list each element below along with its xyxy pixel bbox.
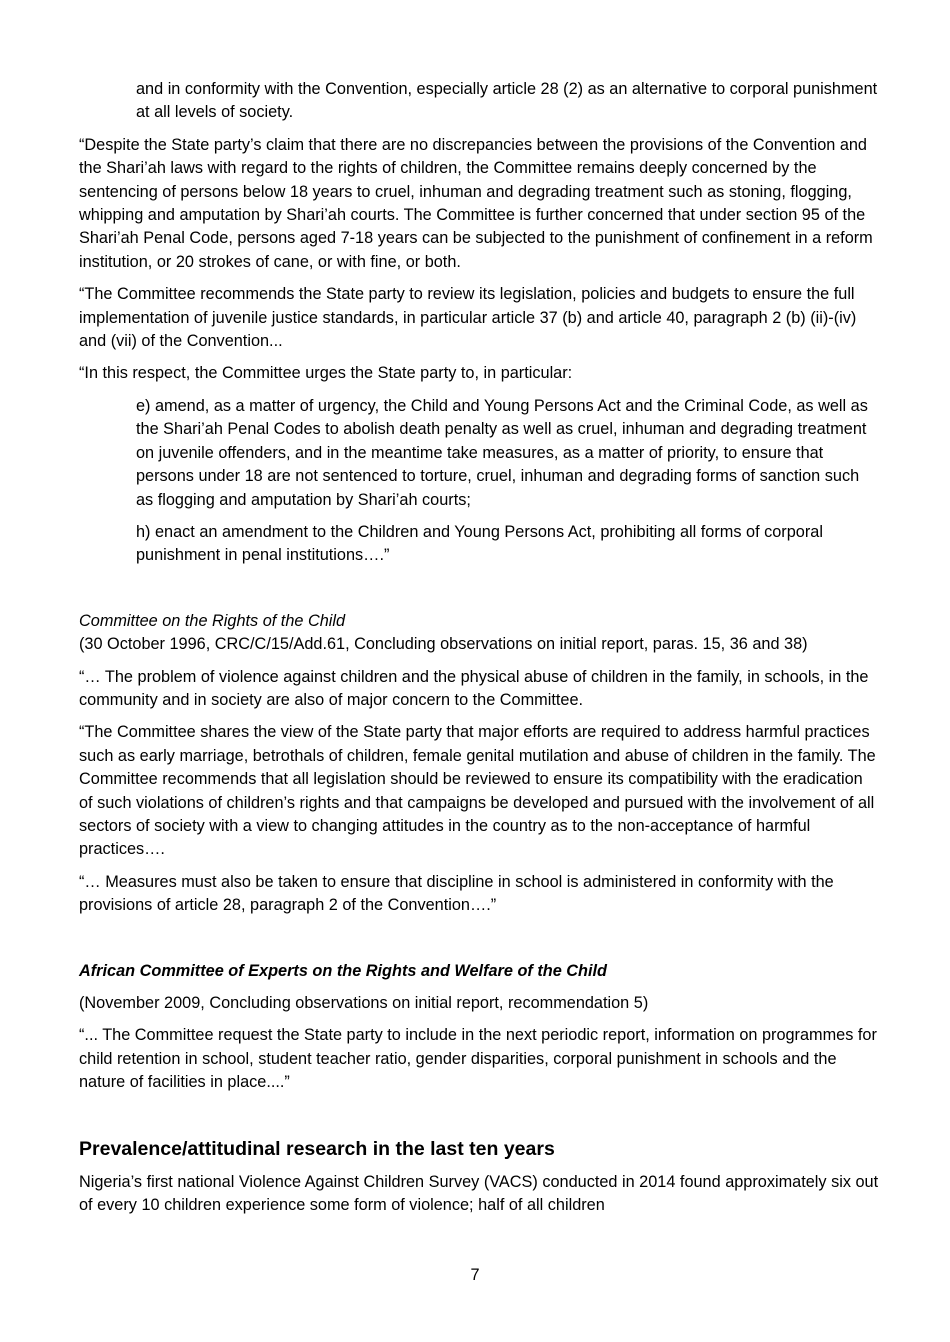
continued-paragraph: and in conformity with the Convention, especially article 28 (2) as an alternative to corporal punishment at all levels of society. [136,80,878,122]
quote-paragraph: “The Committee recommends the State party to review its legislation, policies and budgets to ensure the full implementation of juvenile justice standards, in particular article 37 (b) and article 40, paragraph 2 (b) (ii)-(iv) and (vii) of the Convention... [79,285,857,351]
source-title: Committee on the Rights of the Child [79,611,346,630]
source-title: African Committee of Experts on the Rights and Welfare of the Child [79,961,607,980]
quote-paragraph: “In this respect, the Committee urges the State party to, in particular: [79,364,573,383]
page-number: 7 [470,1266,480,1284]
source-citation: (30 October 1996, CRC/C/15/Add.61, Concluding observations on initial report, paras. 15, 36 and 38) [79,635,808,654]
list-item-e: e) amend, as a matter of urgency, the Child and Young Persons Act and the Criminal Code, as well as the Shari’ah Penal Codes to abolish death penalty as well as cruel, inhuman and degrading treatment on juvenile offenders, and in the meantime take measures, as a matter of priority, to ensure that persons under 18 are not sentenced to torture, cruel, inhuman and degrading forms of sanction such as flogging and amputation by Shari’ah courts; [136,396,868,509]
quote-paragraph: “... The Committee request the State party to include in the next periodic report, information on programmes for child retention in school, student teacher ratio, gender disparities, corporal punishment in schools and the nature of facilities in place....” [79,1026,877,1092]
list-item-h: h) enact an amendment to the Children and Young Persons Act, prohibiting all forms of corporal punishment in penal institutions….” [136,522,823,565]
quote-paragraph: “Despite the State party’s claim that there are no discrepancies between the provisions of the Convention and the Shari’ah laws with regard to the rights of children, the Committee remains deeply concerned by the sentencing of persons below 18 years to cruel, inhuman and degrading treatment such as stoning, flogging, whipping and amputation by Shari’ah courts. The Committee is further concerned that under section 95 of the Shari’ah Penal Code, persons aged 7-18 years can be subjected to the punishment of confinement in a reform institution, or 20 strokes of cane, or with fine, or both. [79,135,873,271]
document-page [79,78,879,1217]
section-heading: Prevalence/attitudinal research in the last ten years [79,1137,555,1160]
quote-paragraph: “… The problem of violence against children and the physical abuse of children in the family, in schools, in the community and in society are also of major concern to the Committee. [79,667,869,709]
quote-paragraph: “… Measures must also be taken to ensure that discipline in school is administered in conformity with the provisions of article 28, paragraph 2 of the Convention….” [79,872,834,915]
quote-paragraph: “The Committee shares the view of the State party that major efforts are required to address harmful practices such as early marriage, betrothals of children, female genital mutilation and abuse of children in the family. The Committee recommends that all legislation should be reviewed to ensure its compatibility with the eradication of such violations of children’s rights and that campaigns be developed and pursued with the involvement of all sectors of society with a view to changing attitudes in the country as to the non-acceptance of harmful practices…. [79,723,876,859]
body-paragraph: Nigeria’s first national Violence Against Children Survey (VACS) conducted in 2014 found approximately six out of every 10 children experience some form of violence; half of all children [79,1172,879,1215]
source-citation: (November 2009, Concluding observations on initial report, recommendation 5) [79,994,649,1012]
